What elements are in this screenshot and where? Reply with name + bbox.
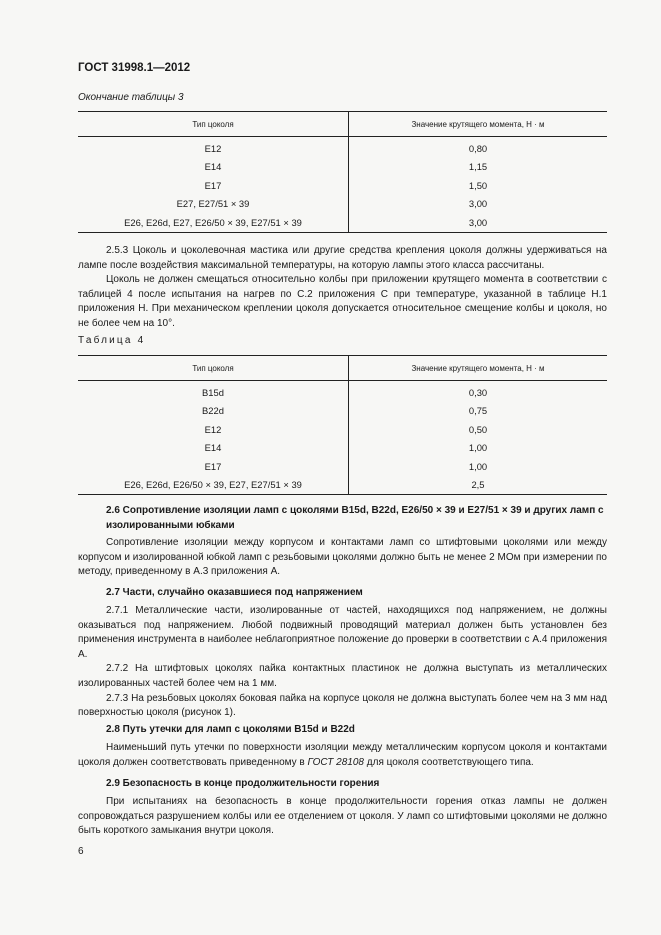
table-row: [78, 457, 607, 476]
table3-col2-header: Значение крутящего момента, Н · м: [349, 112, 608, 137]
table3: [78, 111, 607, 233]
table4-torque: 1,00: [349, 457, 608, 476]
section-2-6: [78, 536, 607, 580]
table4: [78, 355, 607, 495]
paragraph-2-5-3: 2.5.3 Цоколь и цоколевочная мастика или другие средства крепления цоколя должны удерживаться на лампе после воздействия максимальной температуры, на которую лампы этого класса рассчитаны.: [78, 245, 607, 271]
table-row: [78, 439, 607, 458]
section-2-9: [78, 795, 607, 839]
table3-torque: 0,80: [349, 137, 608, 158]
table3-col1-header: Тип цоколя: [78, 112, 349, 137]
table4-torque: 0,75: [349, 402, 608, 421]
table4-torque: 1,00: [349, 439, 608, 458]
table4-torque: 0,30: [349, 381, 608, 402]
table3-torque: 3,00: [349, 195, 608, 214]
table4-base-type: E26, E26d, E26/50 × 39, E27, E27/51 × 39: [78, 476, 349, 495]
heading-2-8: 2.8 Путь утечки для ламп с цоколями B15d и B22d: [106, 724, 355, 735]
table4-base-type: B15d: [202, 386, 224, 398]
heading-2-6: 2.6 Сопротивление изоляции ламп с цоколями B15d, B22d, E26/50 × 39 и E27/51 × 39 и других ламп с изолированными юбками: [106, 505, 604, 531]
table4-base-type: E12: [204, 423, 222, 435]
table4-col1-header: Тип цоколя: [78, 356, 349, 381]
paragraph-2-9: При испытаниях на безопасность в конце продолжительности горения отказ лампы не должен сопровождаться разрушением колбы или ее отделением от цоколя. У ламп со штифтовыми цоколями не должно быть короткого замыкания внутри цоколя.: [78, 796, 607, 837]
table4-col2-header: Значение крутящего момента, Н · м: [349, 356, 608, 381]
section-2-5-3: [78, 244, 607, 332]
table-row: [78, 402, 607, 421]
paragraph-2-7-2: 2.7.2 На штифтовых цоколях пайка контактных пластинок не должна выступать из металлических изолированных частей более чем на 1 мм.: [78, 663, 607, 689]
page-number: 6: [78, 846, 84, 857]
table3-base-type: E26, E26d, E27, E26/50 × 39, E27/51 × 39: [78, 213, 349, 232]
paragraph-2-7-3: 2.7.3 На резьбовых цоколях боковая пайка на корпусе цоколя не должна выступать более чем на 3 мм над поверхностью цоколя (рисунок 1).: [78, 692, 607, 719]
table-row: [78, 420, 607, 439]
table3-caption: Окончание таблицы 3: [78, 92, 184, 103]
table4-torque: 2,5: [349, 476, 608, 495]
section-2-8: [78, 741, 607, 770]
table3-base-type: E14: [204, 161, 222, 173]
paragraph-2-8-text-a: Наименьший путь утечки по поверхности изоляции между металлическим корпусом цоколя и контактами цоколя должен соответствовать приведенному в: [78, 742, 607, 768]
heading-2-9: 2.9 Безопасность в конце продолжительности горения: [106, 778, 380, 789]
table3-torque: 3,00: [349, 213, 608, 232]
standard-reference: ГОСТ 28108: [307, 756, 364, 768]
table3-torque: 1,15: [349, 158, 608, 177]
table-row: [78, 195, 607, 214]
table4-caption: Таблица 4: [78, 335, 146, 346]
table4-base-type: E17: [204, 460, 222, 472]
table-row: [78, 381, 607, 402]
table3-base-type: E27, E27/51 × 39: [176, 198, 250, 210]
table-row: [78, 176, 607, 195]
table3-base-type: E17: [204, 179, 222, 191]
paragraph-2-7-1: 2.7.1 Металлические части, изолированные от частей, находящихся под напряжением, не должны оказываться под напряжением. Любой подвижный проводящий материал должен быть установлен без применения инструмента в наиболее неблагоприятное положение до проверки в соответствии с А.4 приложения А.: [78, 605, 607, 660]
paragraph-2-5-3-b: Цоколь не должен смещаться относительно колбы при приложении крутящего момента в соответствии с таблицей 4 после испытания на нагрев по С.2 приложения С при температуре, указанной в таблице Н.1 приложения Н. При механическом креплении цоколя допускается относительное смещение колбы и цоколя, но не более чем на 10°.: [78, 274, 607, 329]
table-row: [78, 137, 607, 158]
table4-base-type: E14: [204, 442, 222, 454]
table-row: [78, 213, 607, 232]
table-row: [78, 476, 607, 495]
document-header: ГОСТ 31998.1—2012: [78, 62, 191, 74]
table4-base-type: B22d: [202, 405, 224, 417]
table3-base-type: E12: [204, 142, 222, 154]
heading-2-7: 2.7 Части, случайно оказавшиеся под напряжением: [106, 587, 363, 598]
paragraph-2-8-text-b: для цоколя соответствующего типа.: [364, 756, 534, 768]
table3-torque: 1,50: [349, 176, 608, 195]
table4-torque: 0,50: [349, 420, 608, 439]
paragraph-2-8: [78, 741, 607, 770]
section-2-7: [78, 604, 607, 721]
table-row: [78, 158, 607, 177]
paragraph-2-6: Сопротивление изоляции между корпусом и контактами ламп со штифтовыми цоколями или между корпусом и изолированной юбкой ламп с резьбовыми цоколями должно быть не менее 2 МОм при измерении по методу, приведенному в А.3 приложения А.: [78, 537, 607, 578]
